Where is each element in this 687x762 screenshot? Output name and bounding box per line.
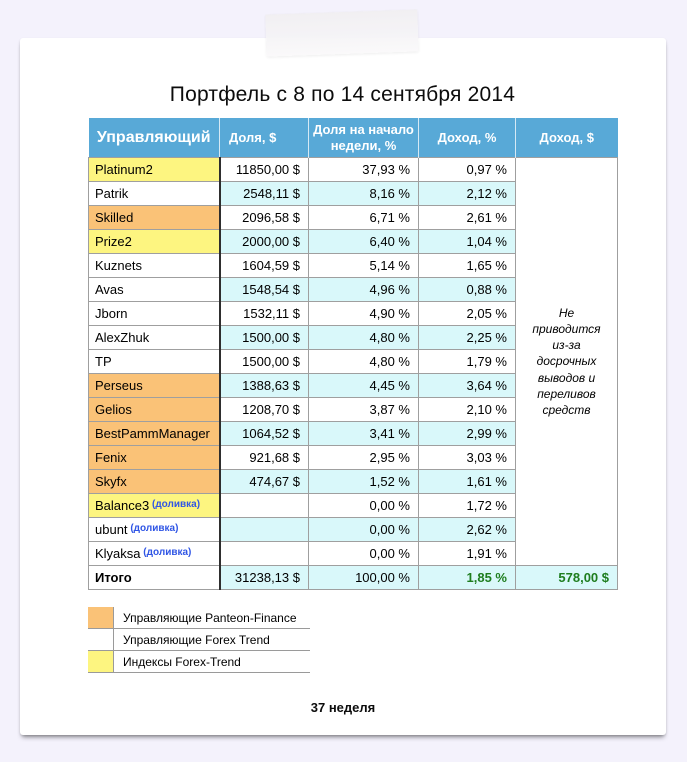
manager-name-cell: [89, 494, 220, 518]
table-row: [89, 158, 618, 182]
manager-name-cell: [89, 230, 220, 254]
manager-name: Kuznets: [95, 258, 142, 273]
income-pct-cell: 2,62 %: [419, 518, 516, 542]
manager-name-cell: [89, 206, 220, 230]
manager-name: ubunt: [95, 522, 128, 537]
income-pct-cell: 1,91 %: [419, 542, 516, 566]
legend-item: [88, 629, 310, 651]
income-pct-cell: 2,10 %: [419, 398, 516, 422]
share-usd-cell: 1532,11 $: [220, 302, 309, 326]
manager-name: Patrik: [95, 186, 129, 201]
column-header-income-pct: Доход, %: [419, 118, 516, 158]
legend-color-swatch: [88, 629, 114, 650]
share-usd-cell: 474,67 $: [220, 470, 309, 494]
manager-name-cell: [89, 470, 220, 494]
manager-name: Skyfx: [95, 474, 127, 489]
column-header-share-usd: Доля, $: [220, 118, 309, 158]
manager-name-cell: [89, 422, 220, 446]
share-start-cell: 0,00 %: [309, 494, 419, 518]
income-pct-cell: 0,88 %: [419, 278, 516, 302]
share-usd-cell: 1604,59 $: [220, 254, 309, 278]
share-start-cell: 0,00 %: [309, 518, 419, 542]
income-pct-cell: 3,64 %: [419, 374, 516, 398]
share-usd-cell: [220, 518, 309, 542]
table-body: [89, 158, 618, 590]
column-header-income-usd: Доход, $: [516, 118, 618, 158]
share-usd-cell: 2096,58 $: [220, 206, 309, 230]
manager-name-cell: [89, 542, 220, 566]
total-income-usd-cell: 578,00 $: [516, 566, 618, 590]
manager-name: Fenix: [95, 450, 127, 465]
top-up-suffix: (доливка): [140, 547, 192, 558]
manager-name: Avas: [95, 282, 124, 297]
share-usd-cell: 11850,00 $: [220, 158, 309, 182]
manager-name-cell: [89, 278, 220, 302]
income-pct-cell: 2,12 %: [419, 182, 516, 206]
total-share-usd-cell: 31238,13 $: [220, 566, 309, 590]
manager-name: Platinum2: [95, 162, 153, 177]
page-sheet: [20, 38, 666, 735]
share-start-cell: 3,87 %: [309, 398, 419, 422]
legend-label: Индексы Forex-Trend: [123, 654, 241, 669]
share-start-cell: 8,16 %: [309, 182, 419, 206]
manager-name: Skilled: [95, 210, 134, 225]
share-start-cell: 37,93 %: [309, 158, 419, 182]
total-share-start-cell: 100,00 %: [309, 566, 419, 590]
manager-name-cell: [89, 374, 220, 398]
share-usd-cell: 2548,11 $: [220, 182, 309, 206]
share-start-cell: 4,80 %: [309, 350, 419, 374]
share-start-cell: 6,71 %: [309, 206, 419, 230]
income-usd-note: Не приводится из-за досрочных выводов и переливов средств: [516, 158, 618, 566]
income-pct-cell: 1,65 %: [419, 254, 516, 278]
top-up-suffix: (доливка): [127, 523, 179, 534]
share-start-cell: 4,90 %: [309, 302, 419, 326]
manager-name-cell: [89, 398, 220, 422]
manager-name-cell: [89, 518, 220, 542]
income-pct-cell: 2,25 %: [419, 326, 516, 350]
column-header-share-start: Доля на начало недели, %: [309, 118, 419, 158]
income-pct-cell: 0,97 %: [419, 158, 516, 182]
legend-item: [88, 651, 310, 673]
manager-name-cell: [89, 350, 220, 374]
manager-name-cell: [89, 326, 220, 350]
share-start-cell: 4,45 %: [309, 374, 419, 398]
total-row: [89, 566, 618, 590]
share-usd-cell: 2000,00 $: [220, 230, 309, 254]
share-start-cell: 4,80 %: [309, 326, 419, 350]
manager-name: AlexZhuk: [95, 330, 150, 345]
share-usd-cell: [220, 542, 309, 566]
share-start-cell: 6,40 %: [309, 230, 419, 254]
legend-color-swatch: [88, 651, 114, 672]
total-income-pct-cell: 1,85 %: [419, 566, 516, 590]
income-pct-cell: 2,05 %: [419, 302, 516, 326]
week-label: 37 неделя: [310, 700, 376, 715]
manager-name: Balance3: [95, 498, 150, 513]
legend: [88, 607, 310, 673]
share-usd-cell: 1208,70 $: [220, 398, 309, 422]
share-start-cell: 4,96 %: [309, 278, 419, 302]
income-pct-cell: 1,79 %: [419, 350, 516, 374]
share-usd-cell: 1548,54 $: [220, 278, 309, 302]
manager-name: Perseus: [95, 378, 143, 393]
share-start-cell: 3,41 %: [309, 422, 419, 446]
legend-label: Управляющие Forex Trend: [123, 632, 270, 647]
income-pct-cell: 1,61 %: [419, 470, 516, 494]
header-row: [89, 118, 618, 158]
total-label-cell: Итого: [89, 566, 220, 590]
legend-color-swatch: [88, 607, 114, 628]
top-up-suffix: (доливка): [149, 499, 201, 510]
share-start-cell: 0,00 %: [309, 542, 419, 566]
manager-name-cell: [89, 446, 220, 470]
manager-name: TP: [95, 354, 112, 369]
share-start-cell: 1,52 %: [309, 470, 419, 494]
manager-name-cell: [89, 254, 220, 278]
manager-name: Prize2: [95, 234, 132, 249]
share-usd-cell: 1064,52 $: [220, 422, 309, 446]
legend-item: [88, 607, 310, 629]
share-usd-cell: 921,68 $: [220, 446, 309, 470]
column-header-manager: Управляющий: [89, 118, 220, 158]
manager-name: BestPammManager: [95, 426, 210, 441]
manager-name: Klyaksa: [95, 546, 141, 561]
manager-name: Gelios: [95, 402, 132, 417]
tape-sticker: [265, 9, 418, 56]
share-usd-cell: [220, 494, 309, 518]
income-pct-cell: 1,04 %: [419, 230, 516, 254]
manager-name-cell: [89, 158, 220, 182]
share-usd-cell: 1388,63 $: [220, 374, 309, 398]
manager-name-cell: [89, 182, 220, 206]
manager-name-cell: [89, 302, 220, 326]
share-usd-cell: 1500,00 $: [220, 350, 309, 374]
manager-name: Jborn: [95, 306, 128, 321]
share-usd-cell: 1500,00 $: [220, 326, 309, 350]
portfolio-table: [88, 118, 618, 590]
page-title: Портфель с 8 по 14 сентября 2014: [169, 83, 516, 106]
share-start-cell: 2,95 %: [309, 446, 419, 470]
income-pct-cell: 2,99 %: [419, 422, 516, 446]
share-start-cell: 5,14 %: [309, 254, 419, 278]
income-pct-cell: 2,61 %: [419, 206, 516, 230]
income-pct-cell: 3,03 %: [419, 446, 516, 470]
legend-label: Управляющие Panteon-Finance: [123, 610, 297, 625]
income-pct-cell: 1,72 %: [419, 494, 516, 518]
